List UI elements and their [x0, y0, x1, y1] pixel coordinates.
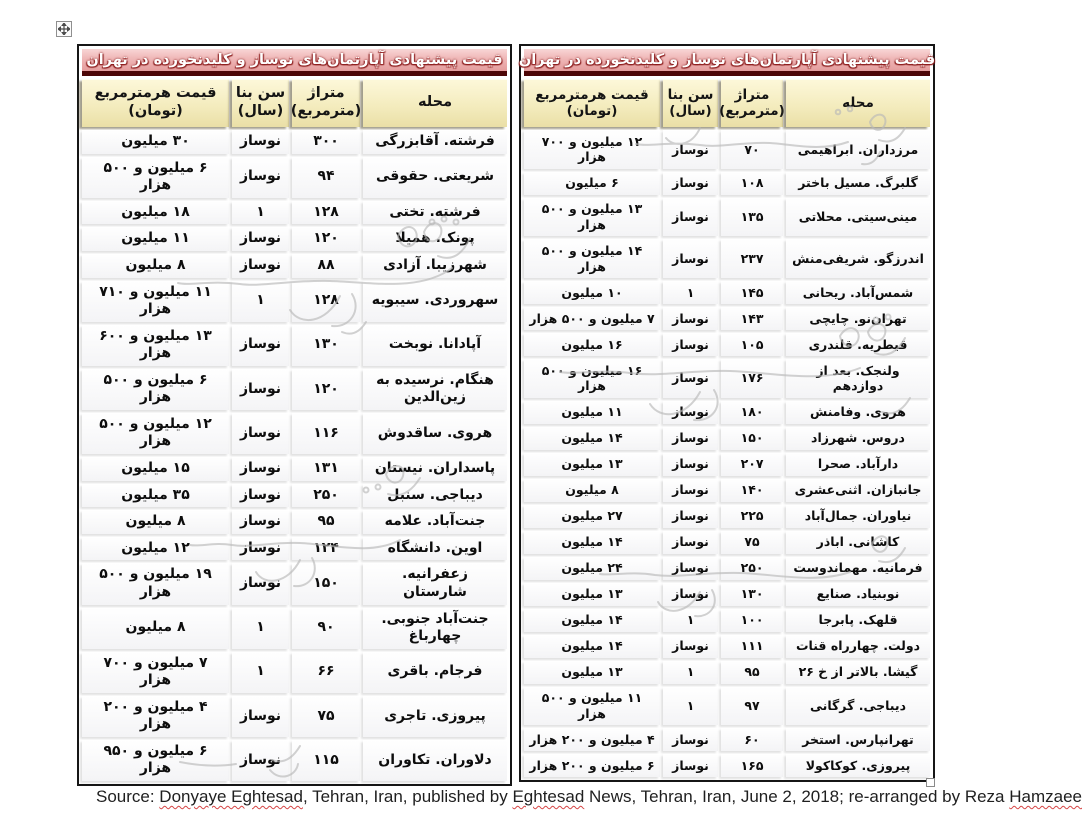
area-cell: ۲۲۵	[721, 505, 783, 528]
price-cell: ۸ میلیون	[82, 608, 229, 649]
neighborhood-cell: دلاوران. تکاوران	[363, 740, 507, 781]
neighborhood-cell: پیروزی. تاجری	[363, 696, 507, 737]
age-cell: نوساز	[232, 457, 289, 481]
source-text: News, Tehran, Iran, June 2, 2018; re-arranged by Reza	[584, 787, 1010, 806]
area-cell: ۱۱۶	[292, 413, 360, 454]
header-area: متراژ (مترمربع)	[721, 79, 783, 127]
age-cell: نوساز	[663, 635, 718, 658]
age-cell: ۱	[232, 652, 289, 693]
area-cell: ۱۰۵	[721, 333, 783, 356]
area-cell: ۱۸۰	[721, 401, 783, 424]
price-cell: ۱۴ میلیون	[524, 427, 660, 450]
price-cell: ۳۰ میلیون	[82, 130, 229, 154]
table-row	[524, 307, 930, 330]
area-cell: ۱۴۰	[721, 479, 783, 502]
age-cell: ۱	[232, 201, 289, 225]
table-row	[82, 227, 507, 251]
header-price-per-sqm: قیمت هرمترمربع (تومان)	[82, 79, 229, 127]
header-building-age: سن بنا (سال)	[663, 79, 718, 127]
price-table-left	[77, 44, 512, 786]
table-row	[82, 740, 507, 781]
table-row	[82, 484, 507, 508]
area-cell: ۱۰۰	[721, 609, 783, 632]
age-cell: نوساز	[663, 401, 718, 424]
price-cell: ۱۹ میلیون و ۵۰۰ هزار	[82, 563, 229, 604]
area-cell: ۱۵۰	[292, 563, 360, 604]
price-cell: ۴ میلیون و ۲۰۰ هزار	[82, 696, 229, 737]
price-cell: ۲۴ میلیون	[524, 557, 660, 580]
neighborhood-cell: پونک. همیلا	[363, 227, 507, 251]
table-row	[82, 457, 507, 481]
neighborhood-cell: هروی. ساقدوش	[363, 413, 507, 454]
price-cell: ۸ میلیون	[82, 254, 229, 278]
price-cell: ۱۳ میلیون	[524, 583, 660, 606]
source-text-misspelled: Donyaye Eghtesad	[159, 787, 303, 806]
age-cell: نوساز	[663, 754, 718, 777]
age-cell: نوساز	[663, 427, 718, 450]
table-row	[524, 687, 930, 726]
price-cell: ۱۶ میلیون	[524, 333, 660, 356]
neighborhood-cell: دولت. چهارراه قنات	[786, 635, 930, 658]
area-cell: ۹۵	[721, 661, 783, 684]
price-cell: ۶ میلیون و ۲۰۰ هزار	[524, 754, 660, 777]
age-cell: نوساز	[232, 563, 289, 604]
table-row	[524, 333, 930, 356]
neighborhood-cell: پیروزی. کوکاکولا	[786, 754, 930, 777]
age-cell: نوساز	[232, 369, 289, 410]
price-cell: ۱۵ میلیون	[82, 457, 229, 481]
table-row	[524, 427, 930, 450]
price-cell: ۱۴ میلیون	[524, 609, 660, 632]
neighborhood-cell: هنگام. نرسیده به زین‌الدین	[363, 369, 507, 410]
neighborhood-cell: اوین. دانشگاه	[363, 537, 507, 561]
neighborhood-cell: پاسداران. نیستان	[363, 457, 507, 481]
table-row	[82, 652, 507, 693]
neighborhood-cell: سهروردی. سیبویه	[363, 281, 507, 322]
area-cell: ۲۵۰	[292, 484, 360, 508]
price-cell: ۱۲ میلیون	[82, 537, 229, 561]
table-row	[82, 130, 507, 154]
age-cell: ۱	[663, 661, 718, 684]
neighborhood-cell: زعفرانیه. شارستان	[363, 563, 507, 604]
table-row	[524, 635, 930, 658]
area-cell: ۹۵	[292, 510, 360, 534]
neighborhood-cell: جنت‌آباد جنوبی. چهارباغ	[363, 608, 507, 649]
age-cell: نوساز	[663, 557, 718, 580]
table-row	[82, 608, 507, 649]
table-header-row	[82, 79, 507, 127]
price-cell: ۱۶ میلیون و ۵۰۰ هزار	[524, 359, 660, 398]
price-cell: ۱۴ میلیون	[524, 531, 660, 554]
age-cell: ۱	[663, 281, 718, 304]
table-row	[524, 198, 930, 237]
neighborhood-cell: نیاوران. جمال‌آباد	[786, 505, 930, 528]
price-cell: ۱۴ میلیون و ۵۰۰ هزار	[524, 239, 660, 278]
table-row	[524, 754, 930, 777]
table-header-row	[524, 79, 930, 127]
table-row	[82, 201, 507, 225]
header-neighborhood: محله	[363, 79, 507, 127]
table-row	[524, 583, 930, 606]
table-row	[82, 325, 507, 366]
source-text-misspelled: Hamzaee	[1009, 787, 1082, 806]
area-cell: ۱۳۰	[721, 583, 783, 606]
neighborhood-cell: دروس. شهرزاد	[786, 427, 930, 450]
table-body	[524, 130, 930, 777]
table-row	[82, 157, 507, 198]
neighborhood-cell: گیشا. بالاتر از خ ۲۶	[786, 661, 930, 684]
price-cell: ۶ میلیون و ۵۰۰ هزار	[82, 157, 229, 198]
table-row	[524, 661, 930, 684]
neighborhood-cell: تهران‌نو. چایچی	[786, 307, 930, 330]
area-cell: ۱۷۶	[721, 359, 783, 398]
age-cell: نوساز	[663, 728, 718, 751]
area-cell: ۱۲۰	[292, 227, 360, 251]
age-cell: نوساز	[232, 227, 289, 251]
table-row	[524, 531, 930, 554]
price-cell: ۶ میلیون و ۵۰۰ هزار	[82, 369, 229, 410]
table-move-handle[interactable]	[56, 21, 72, 37]
price-cell: ۱۳ میلیون	[524, 453, 660, 476]
age-cell: نوساز	[232, 413, 289, 454]
neighborhood-cell: جانبازان. اثنی‌عشری	[786, 479, 930, 502]
neighborhood-cell: شمس‌آباد. ریحانی	[786, 281, 930, 304]
age-cell: نوساز	[663, 198, 718, 237]
age-cell: ۱	[232, 281, 289, 322]
price-cell: ۱۳ میلیون	[524, 661, 660, 684]
area-cell: ۶۰	[721, 728, 783, 751]
table-row	[82, 369, 507, 410]
neighborhood-cell: جنت‌آباد. علامه	[363, 510, 507, 534]
table-title-bar	[82, 49, 507, 76]
neighborhood-cell: فرمانیه. مهماندوست	[786, 557, 930, 580]
area-cell: ۱۵۰	[721, 427, 783, 450]
age-cell: ۱	[663, 687, 718, 726]
table-row	[82, 537, 507, 561]
age-cell: نوساز	[663, 239, 718, 278]
table-row	[524, 557, 930, 580]
area-cell: ۲۰۷	[721, 453, 783, 476]
age-cell: نوساز	[232, 254, 289, 278]
neighborhood-cell: فرجام. باقری	[363, 652, 507, 693]
price-cell: ۶ میلیون و ۹۵۰ هزار	[82, 740, 229, 781]
area-cell: ۲۳۷	[721, 239, 783, 278]
table-row	[82, 281, 507, 322]
table-row	[524, 401, 930, 424]
table-row	[524, 359, 930, 398]
neighborhood-cell: دارآباد. صحرا	[786, 453, 930, 476]
age-cell: نوساز	[232, 130, 289, 154]
price-cell: ۷ میلیون و ۵۰۰ هزار	[524, 307, 660, 330]
age-cell: نوساز	[232, 537, 289, 561]
neighborhood-cell: گلبرگ. مسیل باختر	[786, 172, 930, 195]
neighborhood-cell: فرشته. تختی	[363, 201, 507, 225]
area-cell: ۱۶۵	[721, 754, 783, 777]
table-row	[82, 254, 507, 278]
neighborhood-cell: قیطریه. قلندری	[786, 333, 930, 356]
table-row	[82, 563, 507, 604]
area-cell: ۱۲۴	[292, 537, 360, 561]
price-cell: ۸ میلیون	[82, 510, 229, 534]
area-cell: ۱۲۸	[292, 201, 360, 225]
area-cell: ۳۰۰	[292, 130, 360, 154]
age-cell: نوساز	[663, 172, 718, 195]
table-row	[524, 453, 930, 476]
table-row	[524, 281, 930, 304]
age-cell: ۱	[232, 608, 289, 649]
price-cell: ۱۱ میلیون و ۵۰۰ هزار	[524, 687, 660, 726]
area-cell: ۱۳۱	[292, 457, 360, 481]
price-cell: ۱۲ میلیون و ۵۰۰ هزار	[82, 413, 229, 454]
area-cell: ۷۰	[721, 130, 783, 169]
age-cell: نوساز	[663, 583, 718, 606]
area-cell: ۸۸	[292, 254, 360, 278]
neighborhood-cell: کاشانی. اباذر	[786, 531, 930, 554]
table-row	[82, 696, 507, 737]
source-caption	[60, 787, 1082, 807]
area-cell: ۹۴	[292, 157, 360, 198]
age-cell: نوساز	[663, 130, 718, 169]
move-icon	[58, 23, 70, 35]
price-cell: ۱۳ میلیون و ۶۰۰ هزار	[82, 325, 229, 366]
area-cell: ۱۱۱	[721, 635, 783, 658]
neighborhood-cell: شریعتی. حقوقی	[363, 157, 507, 198]
table-title: قیمت پیشنهادی آپارتمان‌های نوساز و کلیدنخورده در تهران	[86, 52, 503, 68]
neighborhood-cell: مرزداران. ابراهیمی	[786, 130, 930, 169]
neighborhood-cell: هروی. وفامنش	[786, 401, 930, 424]
age-cell: نوساز	[232, 157, 289, 198]
price-cell: ۶ میلیون	[524, 172, 660, 195]
area-cell: ۷۵	[292, 696, 360, 737]
price-cell: ۱۱ میلیون	[524, 401, 660, 424]
neighborhood-cell: قلهک. پابرجا	[786, 609, 930, 632]
area-cell: ۹۷	[721, 687, 783, 726]
header-price-per-sqm: قیمت هرمترمربع (تومان)	[524, 79, 660, 127]
price-cell: ۲۷ میلیون	[524, 505, 660, 528]
source-text: , Tehran, Iran, published by	[302, 787, 513, 806]
price-cell: ۱۴ میلیون	[524, 635, 660, 658]
neighborhood-cell: مینی‌سیتی. محلاتی	[786, 198, 930, 237]
price-cell: ۱۸ میلیون	[82, 201, 229, 225]
age-cell: نوساز	[663, 479, 718, 502]
area-cell: ۲۵۰	[721, 557, 783, 580]
area-cell: ۱۴۳	[721, 307, 783, 330]
source-text: Source:	[95, 787, 160, 806]
table-row	[524, 728, 930, 751]
table-row	[82, 510, 507, 534]
age-cell: ۱	[663, 609, 718, 632]
area-cell: ۱۲۰	[292, 369, 360, 410]
price-table-right	[519, 44, 935, 782]
age-cell: نوساز	[663, 453, 718, 476]
area-cell: ۹۰	[292, 608, 360, 649]
age-cell: نوساز	[232, 696, 289, 737]
neighborhood-cell: آپادانا. نوبخت	[363, 325, 507, 366]
neighborhood-cell: نوبنیاد. صنایع	[786, 583, 930, 606]
price-cell: ۱۰ میلیون	[524, 281, 660, 304]
price-cell: ۱۲ میلیون و ۷۰۰ هزار	[524, 130, 660, 169]
table-row	[524, 172, 930, 195]
area-cell: ۶۶	[292, 652, 360, 693]
age-cell: نوساز	[232, 325, 289, 366]
age-cell: نوساز	[663, 531, 718, 554]
neighborhood-cell: فرشته. آقابزرگی	[363, 130, 507, 154]
neighborhood-cell: ولنجک. بعد از دوازدهم	[786, 359, 930, 398]
area-cell: ۱۱۵	[292, 740, 360, 781]
table-row	[524, 505, 930, 528]
price-cell: ۸ میلیون	[524, 479, 660, 502]
price-cell: ۱۱ میلیون و ۷۱۰ هزار	[82, 281, 229, 322]
neighborhood-cell: دیباجی. سنبل	[363, 484, 507, 508]
age-cell: نوساز	[232, 484, 289, 508]
table-row	[524, 609, 930, 632]
price-cell: ۱۳ میلیون و ۵۰۰ هزار	[524, 198, 660, 237]
price-cell: ۱۱ میلیون	[82, 227, 229, 251]
age-cell: نوساز	[663, 505, 718, 528]
source-text-misspelled: Eghtesad	[512, 787, 585, 806]
area-cell: ۱۴۵	[721, 281, 783, 304]
table-row	[524, 479, 930, 502]
age-cell: نوساز	[663, 333, 718, 356]
age-cell: نوساز	[232, 740, 289, 781]
table-title: قیمت پیشنهادی آپارتمان‌های نوساز و کلیدنخورده در تهران	[518, 52, 936, 68]
area-cell: ۱۳۵	[721, 198, 783, 237]
table-row	[524, 239, 930, 278]
table-title-bar	[518, 49, 936, 76]
table-row	[82, 413, 507, 454]
age-cell: نوساز	[663, 359, 718, 398]
table-resize-handle[interactable]	[926, 778, 935, 787]
header-neighborhood: محله	[786, 79, 930, 127]
age-cell: نوساز	[232, 510, 289, 534]
header-area: متراژ (مترمربع)	[292, 79, 360, 127]
table-body	[82, 130, 507, 781]
neighborhood-cell: دیباجی. گرگانی	[786, 687, 930, 726]
area-cell: ۷۵	[721, 531, 783, 554]
area-cell: ۱۰۸	[721, 172, 783, 195]
table-row	[524, 130, 930, 169]
area-cell: ۱۲۸	[292, 281, 360, 322]
price-cell: ۳۵ میلیون	[82, 484, 229, 508]
age-cell: نوساز	[663, 307, 718, 330]
price-cell: ۴ میلیون و ۲۰۰ هزار	[524, 728, 660, 751]
neighborhood-cell: شهرزیبا. آزادی	[363, 254, 507, 278]
header-building-age: سن بنا (سال)	[232, 79, 289, 127]
neighborhood-cell: اندرزگو. شریفی‌منش	[786, 239, 930, 278]
neighborhood-cell: تهرانپارس. استخر	[786, 728, 930, 751]
price-cell: ۷ میلیون و ۷۰۰ هزار	[82, 652, 229, 693]
area-cell: ۱۳۰	[292, 325, 360, 366]
